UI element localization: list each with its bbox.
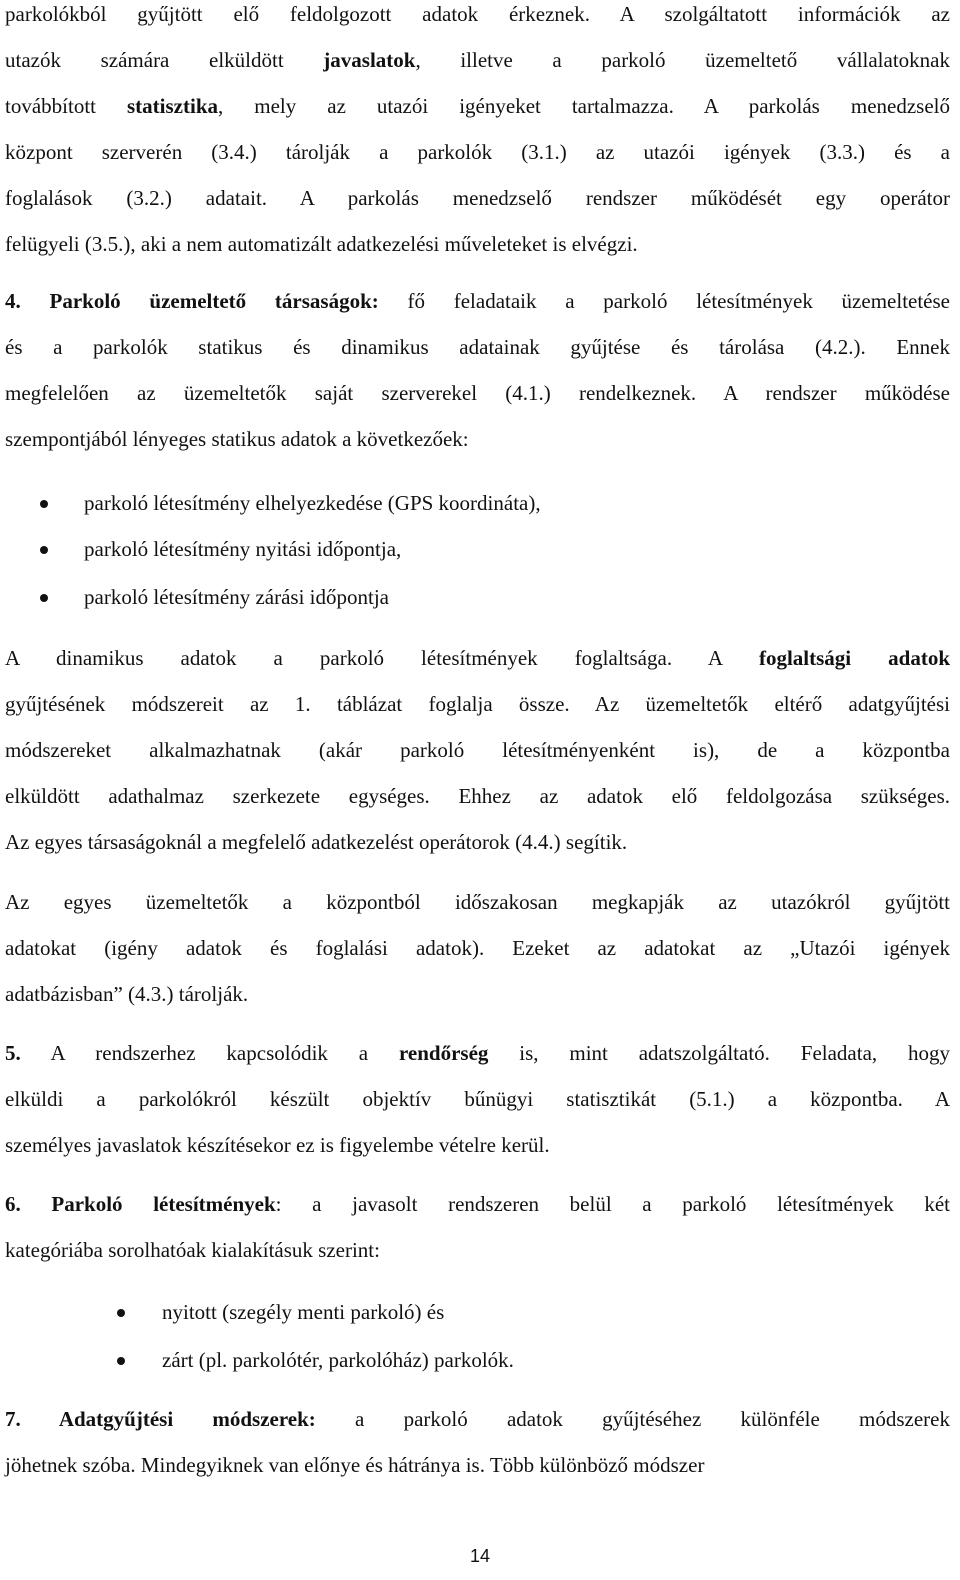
text-line xyxy=(5,48,950,73)
bold-term: 7. Adatgyűjtési módszerek: xyxy=(5,1407,316,1431)
text-line: foglalások (3.2.) adatait. A parkolás menedzselő rendszer működését egy operátor xyxy=(5,186,950,210)
bold-term: 4. Parkoló üzemeltető társaságok: xyxy=(5,289,379,313)
text-line: parkolókból gyűjtött elő feldolgozott adatok érkeznek. A szolgáltatott információk az xyxy=(5,2,950,26)
text-line xyxy=(5,1192,950,1217)
bold-term: statisztika xyxy=(127,94,218,118)
text-line xyxy=(5,94,950,119)
text-segment: A dinamikus adatok a parkoló létesítmények foglaltsága. A xyxy=(5,646,759,670)
text-segment: , mely az utazói igényeket tartalmazza. A parkolás menedzselő xyxy=(218,94,950,118)
text-line: felügyeli (3.5.), aki a nem automatizált adatkezelési műveleteket is elvégzi. xyxy=(5,232,638,256)
text-line: elküldött adathalmaz szerkezete egységes. Ehhez az adatok elő feldolgozása szükséges. xyxy=(5,784,950,808)
text-line: központ szerverén (3.4.) tárolják a parkolók (3.1.) az utazói igények (3.3.) és a xyxy=(5,140,950,164)
bold-term: 5. xyxy=(5,1041,21,1065)
text-segment: A rendszerhez kapcsolódik a xyxy=(20,1041,399,1065)
text-line: gyűjtésének módszereit az 1. táblázat foglalja össze. Az üzemeltetők eltérő adatgyűjtési xyxy=(5,692,950,716)
text-line: adatbázisban” (4.3.) tárolják. xyxy=(5,982,249,1006)
list-item: parkoló létesítmény zárási időpontja xyxy=(84,585,389,609)
text-line: megfelelően az üzemeltetők saját szerverekel (4.1.) rendelkeznek. A rendszer működése xyxy=(5,381,950,405)
text-line: Az egyes üzemeltetők a központból időszakosan megkapják az utazókról gyűjtött xyxy=(5,890,950,914)
text-line: személyes javaslatok készítésekor ez is figyelembe vételre kerül. xyxy=(5,1133,550,1157)
text-segment: , illetve a parkoló üzemeltető vállalatoknak xyxy=(415,48,950,72)
text-line xyxy=(5,1041,950,1066)
text-line: szempontjából lényeges statikus adatok a következőek: xyxy=(5,427,469,451)
text-line xyxy=(5,646,950,671)
text-line: kategóriába sorolhatóak kialakításuk szerint: xyxy=(5,1238,380,1262)
page-number: 14 xyxy=(469,1546,491,1566)
text-segment: fő feladataik a parkoló létesítmények üzemeltetése xyxy=(378,289,950,313)
text-line xyxy=(5,289,950,314)
text-line: Az egyes társaságoknál a megfelelő adatkezelést operátorok (4.4.) segítik. xyxy=(5,830,628,854)
bold-term: rendőrség xyxy=(398,1041,489,1065)
text-segment: továbbított xyxy=(5,94,127,118)
list-item: nyitott (szegély menti parkoló) és xyxy=(162,1300,445,1324)
text-segment: utazók számára elküldött xyxy=(5,48,324,72)
list-item: parkoló létesítmény nyitási időpontja, xyxy=(84,537,402,561)
bold-term: javaslatok xyxy=(323,48,416,72)
text-segment: : a javasolt rendszeren belül a parkoló létesítmények két xyxy=(275,1192,950,1216)
bullet-icon xyxy=(40,594,48,602)
text-line: elküldi a parkolókról készült objektív bűnügyi statisztikát (5.1.) a központba. A xyxy=(5,1087,950,1111)
text-line xyxy=(5,1407,950,1432)
text-segment: is, mint adatszolgáltató. Feladata, hogy xyxy=(488,1041,951,1065)
text-line: jöhetnek szóba. Mindegyiknek van előnye és hátránya is. Több különböző módszer xyxy=(5,1453,705,1477)
bullet-icon xyxy=(117,1309,125,1317)
bold-term: foglaltsági adatok xyxy=(758,646,951,670)
text-line: adatokat (igény adatok és foglalási adatok). Ezeket az adatokat az „Utazói igények xyxy=(5,936,950,960)
bullet-icon xyxy=(40,500,48,508)
text-line: módszereket alkalmazhatnak (akár parkoló létesítményenként is), de a központba xyxy=(5,738,950,762)
list-item: parkoló létesítmény elhelyezkedése (GPS koordináta), xyxy=(84,491,541,515)
text-segment: a parkoló adatok gyűjtéséhez különféle módszerek xyxy=(315,1407,950,1431)
bold-term: 6. Parkoló létesítmények xyxy=(5,1192,276,1216)
text-line: és a parkolók statikus és dinamikus adatainak gyűjtése és tárolása (4.2.). Ennek xyxy=(5,335,950,359)
bullet-icon xyxy=(40,546,48,554)
list-item: zárt (pl. parkolótér, parkolóház) parkolók. xyxy=(162,1348,514,1372)
bullet-icon xyxy=(117,1357,125,1365)
